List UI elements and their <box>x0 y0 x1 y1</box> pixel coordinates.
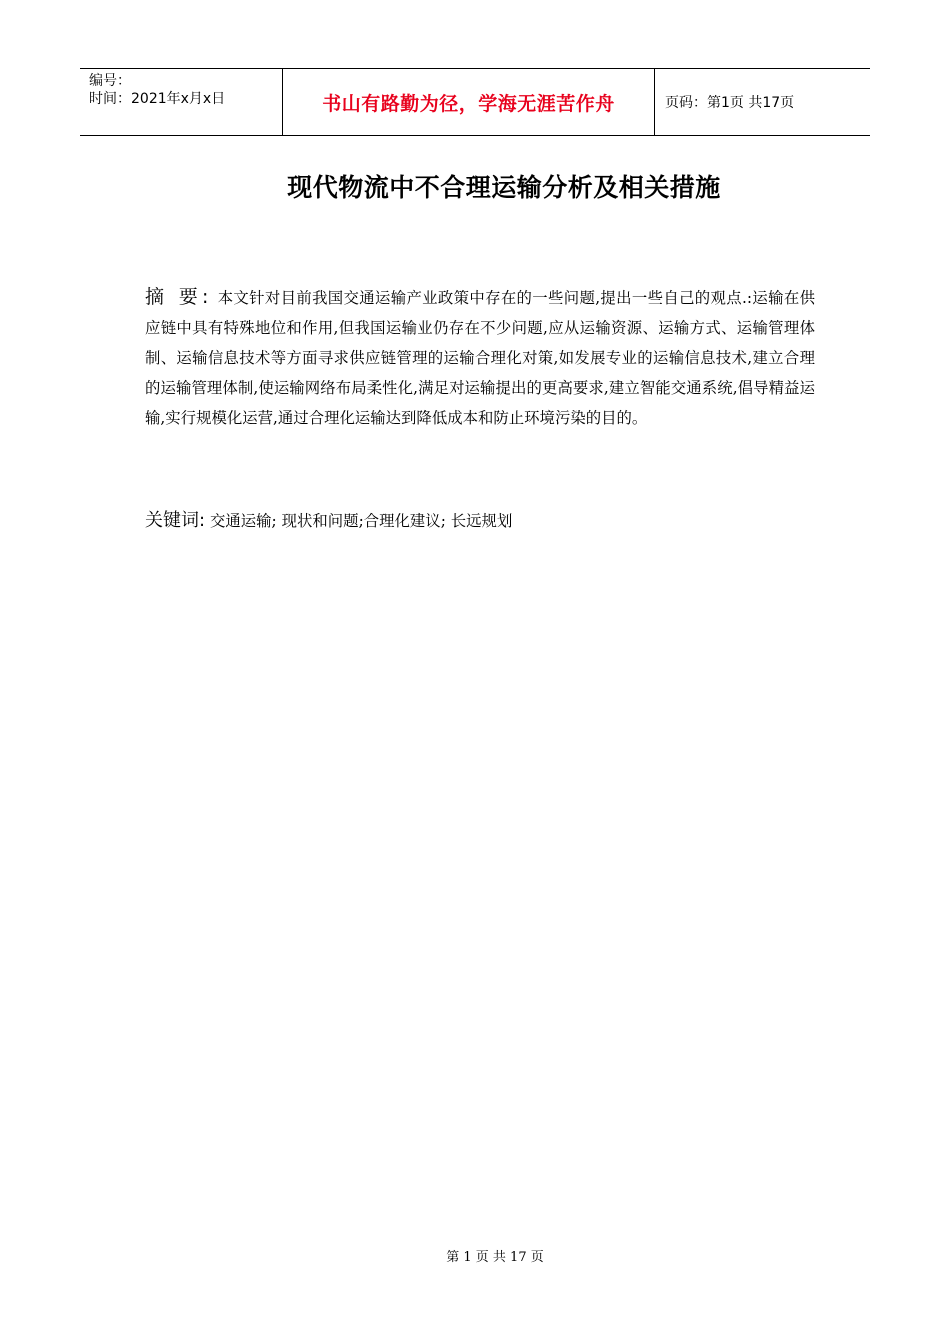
abstract-text: 本文针对目前我国交通运输产业政策中存在的一些问题,提出一些自己的观点.:运输在供应链中具有特殊地位和作用,但我国运输业仍存在不少问题,应从运输资源、运输方式、运输管理体制、运输信息技术等方面寻求供应链管理的运输合理化对策,如发展专业的运输信息技术,建立合理的运输管理体制,使运输网络布局柔性化,满足对运输提出的更高要求,建立智能交通系统,倡导精益运输,实行规模化运营,通过合理化运输达到降低成本和防止环境污染的目的。 <box>145 289 815 427</box>
document-time-label: 时间：2021年x月x日 <box>89 91 226 107</box>
document-title: 现代物流中不合理运输分析及相关措施 <box>287 173 721 202</box>
abstract-label: 摘 要: <box>145 286 213 308</box>
header-page-info: 页码：第1页 共17页 <box>665 95 795 111</box>
page-header <box>80 68 870 136</box>
header-motto-cell <box>282 69 655 135</box>
page-footer: 第 1 页 共 17 页 <box>446 1250 544 1265</box>
document-number-label: 编号： <box>89 73 131 89</box>
keywords-label: 关键词: <box>145 510 206 531</box>
abstract-paragraph <box>145 282 815 433</box>
keywords-line <box>145 506 815 536</box>
keywords-text: 交通运输; 现状和问题;合理化建议; 长远规划 <box>205 512 513 530</box>
header-page-cell <box>655 69 870 135</box>
header-meta-cell <box>80 69 282 135</box>
header-motto: 书山有路勤为径，学海无涯苦作舟 <box>322 92 615 115</box>
